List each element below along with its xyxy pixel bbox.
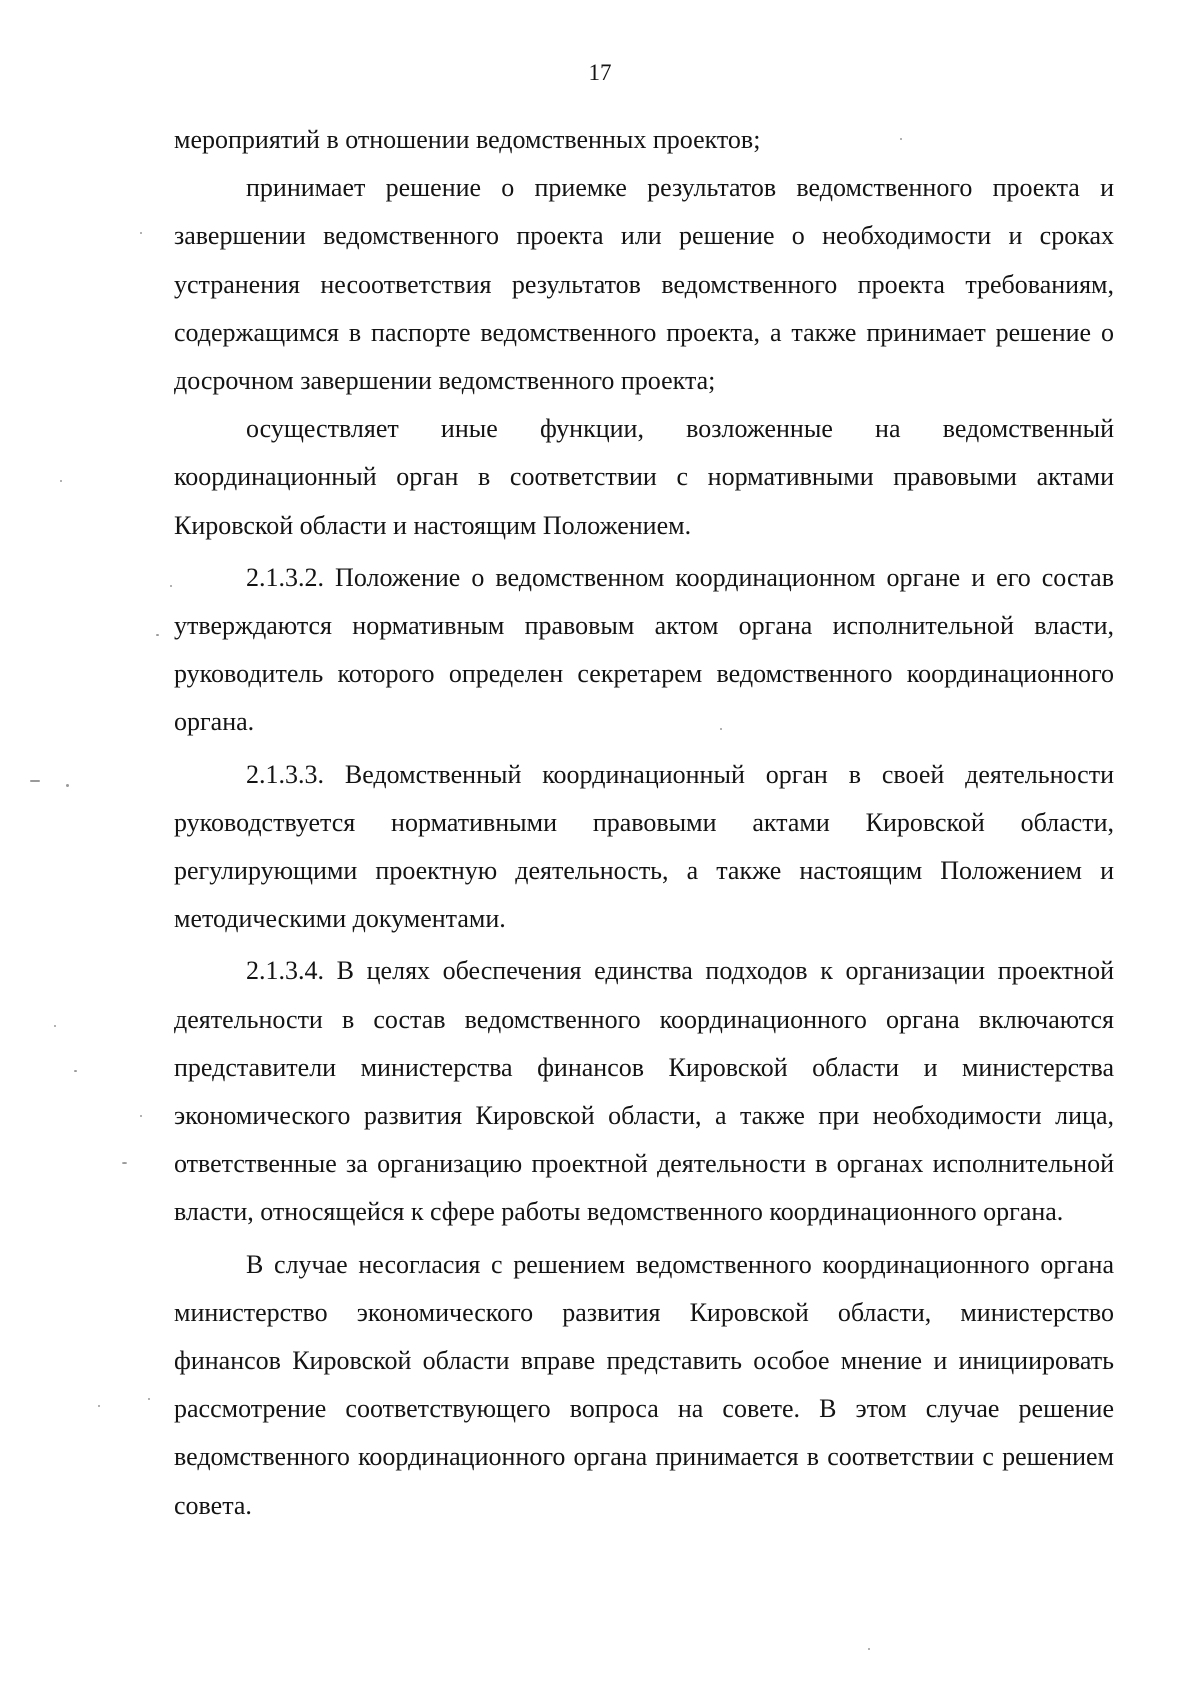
scan-speck xyxy=(148,1398,150,1400)
scan-speck xyxy=(30,780,40,782)
document-body xyxy=(174,116,1114,1530)
scan-speck xyxy=(60,480,62,482)
scan-speck xyxy=(98,1405,100,1407)
scan-speck xyxy=(54,1025,56,1027)
scan-speck xyxy=(140,1115,142,1117)
scan-speck xyxy=(66,784,69,787)
paragraph-clause-2-1-3-4: 2.1.3.4. В целях обеспечения единства подходов к организации проектной деятельности в состав ведомственного координационного органа включаются представители министерства финансов Кировской области и министерства экономического развития Кировской области, а также при необходимости лица, ответственные за организацию проектной деятельности в органах исполнительной власти, относящейся к сфере работы ведомственного координационного органа. xyxy=(174,956,1114,1227)
paragraph-clause-2-1-3-2: 2.1.3.2. Положение о ведомственном координационном органе и его состав утверждаются нормативным правовым актом органа исполнительной власти, руководитель которого определен секретарем ведомственного координационного органа. xyxy=(174,562,1114,737)
paragraph-continuation: мероприятий в отношении ведомственных проектов; xyxy=(174,125,761,154)
scan-speck xyxy=(156,634,159,636)
paragraph-acceptance-decision: принимает решение о приемке результатов ведомственного проекта и завершении ведомственного проекта или решение о необходимости и сроках устранения несоответствия результатов ведомственного проекта требованиям, содержащимся в паспорте ведомственного проекта, а также принимает решение о досрочном завершении ведомственного проекта; xyxy=(174,173,1114,396)
paragraph-clause-2-1-3-3: 2.1.3.3. Ведомственный координационный орган в своей деятельности руководствуется нормативными правовыми актами Кировской области, регулирующими проектную деятельность, а также настоящим Положением и методическими документами. xyxy=(174,759,1114,934)
scan-speck xyxy=(720,728,722,730)
scan-speck xyxy=(74,1070,77,1072)
scan-speck xyxy=(140,232,142,234)
scan-speck xyxy=(900,138,902,140)
scan-speck xyxy=(170,585,172,587)
scan-speck xyxy=(868,1648,870,1650)
page-number: 17 xyxy=(588,60,612,85)
paragraph-other-functions: осуществляет иные функции, возложенные на ведомственный координационный орган в соответствии с нормативными правовыми актами Кировской области и настоящим Положением. xyxy=(174,414,1114,540)
paragraph-disagreement: В случае несогласия с решением ведомственного координационного органа министерство экономического развития Кировской области, министерство финансов Кировской области вправе представить особое мнение и инициировать рассмотрение соответствующего вопроса на совете. В этом случае решение ведомственного координационного органа принимается в соответствии с решением совета. xyxy=(174,1249,1114,1520)
scan-speck xyxy=(122,1162,127,1164)
